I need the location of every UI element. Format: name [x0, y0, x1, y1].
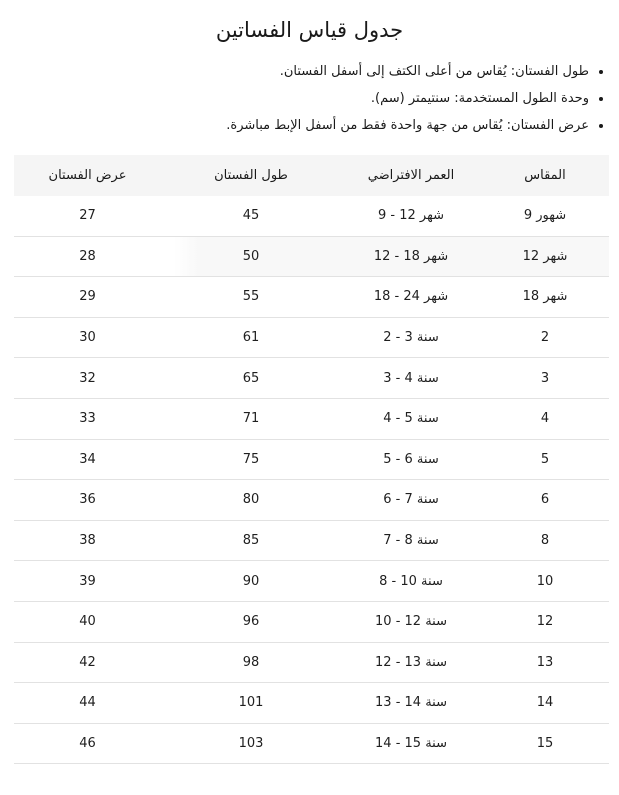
size-row: [14, 317, 609, 358]
column-header-age: العمر الافتراضي: [341, 155, 481, 196]
cell-width: 40: [14, 601, 161, 642]
cell-width: 39: [14, 561, 161, 602]
page-title: جدول قياس الفساتين: [215, 18, 404, 42]
cell-age: 8 - 10 سنة: [341, 561, 481, 602]
size-chart-header: [14, 155, 609, 196]
cell-age: 2 - 3 سنة: [341, 317, 481, 358]
cell-width: 46: [14, 723, 161, 764]
cell-width: 38: [14, 520, 161, 561]
size-chart-body: [14, 196, 609, 764]
size-guide-page: [0, 16, 619, 764]
column-header-size: المقاس: [481, 155, 609, 196]
cell-length: 80: [161, 480, 341, 521]
cell-size: 12 شهر: [481, 236, 609, 277]
note-length-unit: • وحدة الطول المستخدمة: سنتيمتر (سم).: [12, 85, 589, 112]
cell-size: 2: [481, 317, 609, 358]
cell-width: 36: [14, 480, 161, 521]
cell-size: 10: [481, 561, 609, 602]
cell-age: 12 - 13 سنة: [341, 642, 481, 683]
cell-width: 33: [14, 398, 161, 439]
column-header-length: طول الفستان: [161, 155, 341, 196]
column-header-width: عرض الفستان: [14, 155, 161, 196]
size-chart-table: [14, 155, 609, 764]
size-row: [14, 277, 609, 318]
cell-width: 27: [14, 196, 161, 236]
cell-size: 18 شهر: [481, 277, 609, 318]
cell-length: 90: [161, 561, 341, 602]
cell-length: 103: [161, 723, 341, 764]
note-dress-width: • عرض الفستان: يُقاس من جهة واحدة فقط من أسفل الإبط مباشرة.: [12, 112, 589, 139]
note-dress-length: • طول الفستان: يُقاس من أعلى الكتف إلى أسفل الفستان.: [12, 58, 589, 85]
size-row: [14, 236, 609, 277]
cell-age: 3 - 4 سنة: [341, 358, 481, 399]
size-row: [14, 723, 609, 764]
cell-size: 9 شهور: [481, 196, 609, 236]
cell-width: 30: [14, 317, 161, 358]
cell-width: 44: [14, 683, 161, 724]
size-row: [14, 358, 609, 399]
size-row: [14, 480, 609, 521]
cell-age: 5 - 6 سنة: [341, 439, 481, 480]
cell-age: 18 - 24 شهر: [341, 277, 481, 318]
cell-length: 50: [161, 236, 341, 277]
cell-size: 3: [481, 358, 609, 399]
cell-length: 96: [161, 601, 341, 642]
cell-age: 4 - 5 سنة: [341, 398, 481, 439]
cell-width: 32: [14, 358, 161, 399]
cell-age: 12 - 18 شهر: [341, 236, 481, 277]
size-row: [14, 398, 609, 439]
cell-size: 6: [481, 480, 609, 521]
cell-length: 65: [161, 358, 341, 399]
size-row: [14, 601, 609, 642]
size-row: [14, 439, 609, 480]
cell-length: 75: [161, 439, 341, 480]
cell-age: 6 - 7 سنة: [341, 480, 481, 521]
cell-age: 14 - 15 سنة: [341, 723, 481, 764]
cell-age: 13 - 14 سنة: [341, 683, 481, 724]
cell-size: 8: [481, 520, 609, 561]
cell-age: 9 - 12 شهر: [341, 196, 481, 236]
size-row: [14, 196, 609, 236]
size-row: [14, 642, 609, 683]
cell-age: 10 - 12 سنة: [341, 601, 481, 642]
size-row: [14, 520, 609, 561]
cell-length: 45: [161, 196, 341, 236]
cell-width: 42: [14, 642, 161, 683]
size-row: [14, 561, 609, 602]
cell-length: 61: [161, 317, 341, 358]
cell-length: 98: [161, 642, 341, 683]
cell-length: 85: [161, 520, 341, 561]
cell-size: 4: [481, 398, 609, 439]
cell-length: 101: [161, 683, 341, 724]
cell-width: 29: [14, 277, 161, 318]
cell-age: 7 - 8 سنة: [341, 520, 481, 561]
size-row: [14, 683, 609, 724]
cell-length: 55: [161, 277, 341, 318]
measurement-notes: [12, 58, 607, 139]
cell-size: 13: [481, 642, 609, 683]
cell-size: 14: [481, 683, 609, 724]
cell-width: 28: [14, 236, 161, 277]
cell-size: 12: [481, 601, 609, 642]
cell-length: 71: [161, 398, 341, 439]
cell-size: 5: [481, 439, 609, 480]
header-row: [14, 155, 609, 196]
cell-size: 15: [481, 723, 609, 764]
cell-width: 34: [14, 439, 161, 480]
